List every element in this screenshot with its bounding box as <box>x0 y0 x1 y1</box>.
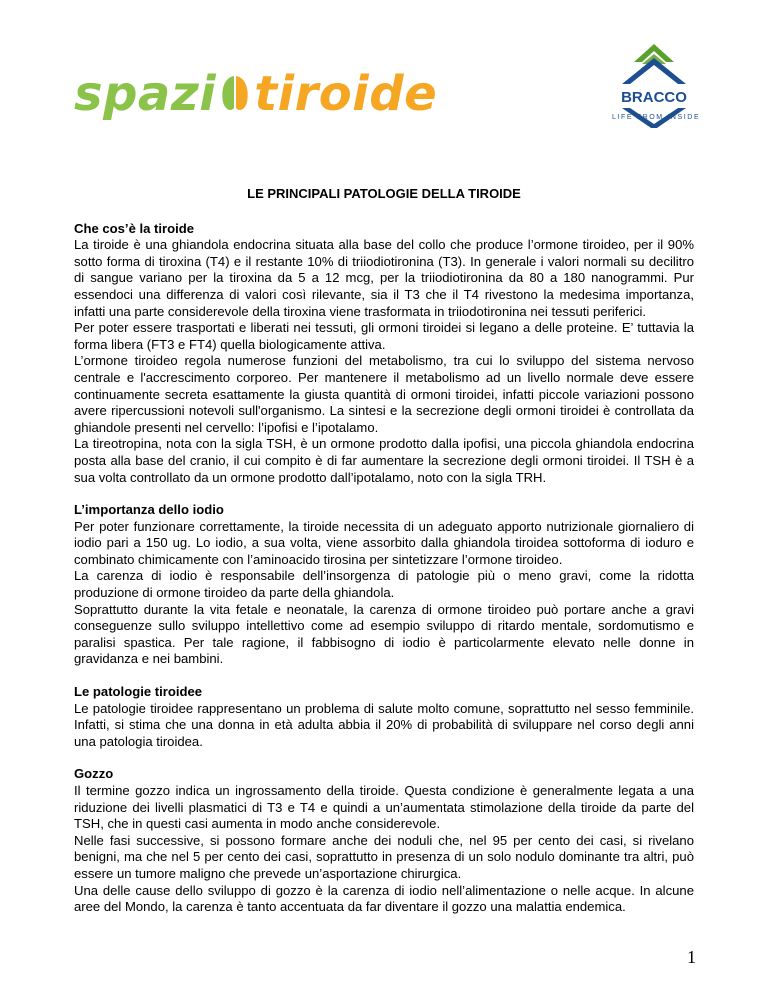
section-heading: Gozzo <box>74 766 114 782</box>
paragraph: La tiroide è una ghiandola endocrina situata alla base del collo che produce l’ormone tiroideo, per il 90% sotto forma di tiroxina (T4) e il restante 10% di triiodiotironina (T3). In generale i valori normali su decilitro di sangue variano per la tiroxina da 5 a 12 mcg, per la triiodiotironina da 80 a 180 nanogrammi. Pur essendoci una differenza di valori così rilevante, sia il T3 che il T4 rivestono la medesima importanza, infatti una parte considerevole della tiroxina viene trasformata in triiodotironina nei tessuti periferici. <box>74 237 694 319</box>
section-heading: Le patologie tiroidee <box>74 684 203 700</box>
section-patologie <box>74 684 694 750</box>
paragraph: Nelle fasi successive, si possono formare anche dei noduli che, nel 95 per cento dei casi, si rivelano benigni, ma che nel 5 per cento dei casi, soprattutto in presenza di un solo nodulo dominante tra altri, può essere un tumore maligno che prevede un’asportazione chirurgica. <box>74 832 694 881</box>
page-number: 1 <box>687 947 696 967</box>
spaziotiroide-logo <box>74 64 437 124</box>
paragraph: La tireotropina, nota con la sigla TSH, è un ormone prodotto dalla ipofisi, una piccola ghiandola endocrina posta alla base del cranio, il cui compito è di far aumentare la secrezione degli ormoni tiroidei. Il TSH è a sua volta controllato da un ormone prodotto dall’ipotalamo, noto con la sigla TRH. <box>74 436 694 485</box>
section-gozzo <box>74 766 694 915</box>
paragraph: L’ormone tiroideo regola numerose funzioni del metabolismo, tra cui lo sviluppo del sistema nervoso centrale e l'accrescimento corporeo. Per mantenere il metabolismo ad un livello normale deve essere continuamente secreta esattamente la giusta quantità di ormoni tiroidei, infatti piccole variazioni possono avere ripercussioni notevoli sull'organismo. La sintesi e la secrezione degli ormoni tiroidei è controllata da ghiandole presenti nel cervello: l’ipofisi e l’ipotalamo. <box>74 353 694 435</box>
paragraph: Il termine gozzo indica un ingrossamento della tiroide. Questa condizione è generalmente legata a una riduzione dei livelli plasmatici di T3 e T4 e quindi a un’aumentata stimolazione della tiroide da parte del TSH, che in questi casi aumenta in modo anche considerevole. <box>74 783 694 832</box>
paragraph: Una delle cause dello sviluppo di gozzo è la carenza di iodio nell’alimentazione o nelle acque. In alcune aree del Mondo, la carenza è tanto accentuata da far diventare il gozzo una malattia endemica. <box>74 882 694 915</box>
document-title: LE PRINCIPALI PATOLOGIE DELLA TIROIDE <box>247 186 521 201</box>
section-heading: L’importanza dello iodio <box>74 502 224 518</box>
paragraph: Le patologie tiroidee rappresentano un problema di salute molto comune, soprattutto nel sesso femminile. Infatti, si stima che una donna in età adulta abbia il 20% di probabilità di sviluppare nel corso degli anni una patologia tiroidea. <box>74 700 694 749</box>
thyroid-logo-icon <box>217 72 253 116</box>
section-tiroide <box>74 221 694 487</box>
bracco-tagline: LIFE FROM INSIDE <box>612 114 701 121</box>
bracco-brand-text: BRACCO <box>621 89 687 106</box>
logo-text-spazio: spazi <box>74 66 217 122</box>
document-body <box>74 186 694 932</box>
paragraph: Per poter funzionare correttamente, la tiroide necessita di un adeguato apporto nutrizionale giornaliero di iodio pari a 150 ug. Lo iodio, a sua volta, viene assorbito dalla ghiandola tiroidea sottoforma di ioduro e combinato chimicamente con l’aminoacido tirosina per sintetizzare l’ormone tiroideo. <box>74 518 694 567</box>
section-heading: Che cos’è la tiroide <box>74 220 195 236</box>
section-iodio <box>74 502 694 668</box>
logo-text-tiroide: tiroide <box>254 66 438 122</box>
paragraph: La carenza di iodio è responsabile dell’insorgenza di patologie più o meno gravi, come la ridotta produzione di ormone tiroideo da parte della ghiandola. <box>74 568 694 601</box>
paragraph: Soprattutto durante la vita fetale e neonatale, la carenza di ormone tiroideo può portare anche a gravi conseguenze sullo sviluppo intellettivo come ad esempio sviluppo di ritardo mentale, sordomutismo e paralisi spastica. Per tale ragione, il fabbisogno di iodio è particolarmente elevato nelle donne in gravidanza e nei bambini. <box>74 601 694 667</box>
paragraph: Per poter essere trasportati e liberati nei tessuti, gli ormoni tiroidei si legano a delle proteine. E’ tuttavia la forma libera (FT3 e FT4) quella biologicamente attiva. <box>74 320 694 352</box>
